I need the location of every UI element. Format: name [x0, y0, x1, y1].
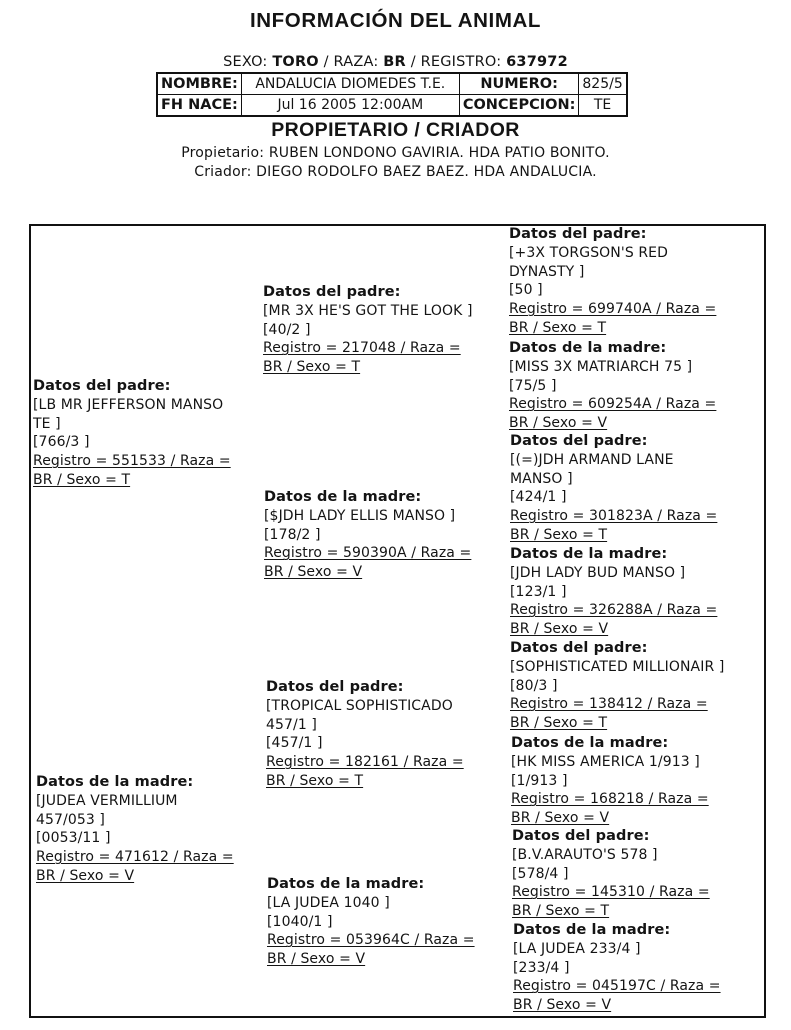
node-registro: Registro = 053964C / Raza =: [267, 932, 475, 949]
node-raza-sexo: BR / Sexo = V: [264, 564, 363, 581]
node-name-line: [MR 3X HE'S GOT THE LOOK ]: [263, 302, 473, 319]
pedigree-dam-sire: [266, 678, 464, 791]
node-heading: Datos del padre:: [512, 828, 650, 844]
node-number: [178/2 ]: [264, 526, 321, 543]
node-heading: Datos del padre:: [263, 284, 401, 300]
concepcion-value: TE: [579, 95, 627, 117]
node-registro: Registro = 045197C / Raza =: [513, 978, 721, 995]
node-number: [123/1 ]: [510, 583, 567, 600]
node-registro: Registro = 138412 / Raza =: [510, 696, 708, 713]
sexo-value: TORO: [272, 54, 319, 70]
node-raza-sexo: BR / Sexo = V: [36, 867, 135, 884]
concepcion-label: CONCEPCION:: [459, 95, 579, 117]
node-heading: Datos de la madre:: [511, 735, 669, 751]
node-number: [1040/1 ]: [267, 913, 333, 930]
nombre-value: ANDALUCIA DIOMEDES T.E.: [241, 73, 459, 95]
node-name-line: [$JDH LADY ELLIS MANSO ]: [264, 507, 456, 524]
node-heading: Datos de la madre:: [509, 340, 667, 356]
node-name-line: [LB MR JEFFERSON MANSO: [33, 396, 224, 413]
pedigree-sire-sire: [263, 283, 473, 377]
node-heading: Datos de la madre:: [264, 489, 422, 505]
node-number: [424/1 ]: [510, 489, 567, 506]
node-name-line: [LA JUDEA 1040 ]: [267, 894, 390, 911]
node-registro: Registro = 590390A / Raza =: [264, 545, 472, 562]
node-heading: Datos de la madre:: [510, 546, 668, 562]
node-name-line: [B.V.ARAUTO'S 578 ]: [512, 846, 658, 863]
node-registro: Registro = 168218 / Raza =: [511, 791, 709, 808]
node-name-line: DYNASTY ]: [509, 263, 585, 280]
pedigree-ss-sire: [509, 225, 716, 338]
sexo-label: SEXO:: [223, 54, 268, 70]
node-raza-sexo: BR / Sexo = V: [513, 997, 612, 1014]
id-table-row: [157, 73, 627, 95]
node-heading: Datos de la madre:: [267, 876, 425, 892]
node-raza-sexo: BR / Sexo = T: [33, 471, 131, 488]
node-number: [40/2 ]: [263, 321, 311, 338]
node-heading: Datos del padre:: [33, 378, 171, 394]
registro-label: / REGISTRO:: [410, 54, 502, 70]
criador-line: Criador: DIEGO RODOLFO BAEZ BAEZ. HDA ANDALUCIA.: [194, 164, 597, 180]
node-name-line: [+3X TORGSON'S RED: [509, 244, 669, 261]
fh-nace-label: FH NACE:: [157, 95, 241, 117]
node-raza-sexo: BR / Sexo = T: [510, 715, 608, 732]
nombre-label: NOMBRE:: [157, 73, 241, 95]
node-number: [50 ]: [509, 282, 543, 299]
sexo-raza-registro-line: [0, 54, 791, 70]
propietario-line: Propietario: RUBEN LONDONO GAVIRIA. HDA PATIO BONITO.: [181, 145, 610, 161]
node-raza-sexo: BR / Sexo = T: [512, 903, 610, 920]
node-number: [75/5 ]: [509, 377, 557, 394]
node-heading: Datos del padre:: [510, 640, 648, 656]
node-number: [1/913 ]: [511, 772, 568, 789]
node-name-line: [MISS 3X MATRIARCH 75 ]: [509, 358, 693, 375]
node-raza-sexo: BR / Sexo = T: [510, 526, 608, 543]
pedigree-sire: [33, 377, 231, 490]
id-table-row: [157, 95, 627, 117]
node-raza-sexo: BR / Sexo = T: [509, 319, 607, 336]
node-heading: Datos de la madre:: [513, 922, 671, 938]
pedigree-ss-dam: [509, 339, 716, 433]
node-registro: Registro = 217048 / Raza =: [263, 340, 461, 357]
node-heading: Datos del padre:: [510, 433, 648, 449]
node-number: [457/1 ]: [266, 735, 323, 752]
raza-value: BR: [383, 54, 406, 70]
pedigree-dd-sire: [512, 827, 710, 921]
fh-nace-value: Jul 16 2005 12:00AM: [241, 95, 459, 117]
registro-value: 637972: [506, 54, 568, 70]
node-name-line: [JUDEA VERMILLIUM: [36, 792, 178, 809]
node-number: [80/3 ]: [510, 677, 558, 694]
node-name-line: [HK MISS AMERICA 1/913 ]: [511, 753, 700, 770]
pedigree-dd-dam: [513, 921, 721, 1015]
pedigree-ds-dam: [511, 734, 709, 828]
node-name-line: TE ]: [33, 415, 61, 432]
raza-label: / RAZA:: [323, 54, 379, 70]
node-name-line: [LA JUDEA 233/4 ]: [513, 940, 641, 957]
pedigree-dam: [36, 773, 234, 886]
node-number: [0053/11 ]: [36, 830, 111, 847]
node-registro: Registro = 609254A / Raza =: [509, 396, 717, 413]
node-number: [578/4 ]: [512, 865, 569, 882]
owner-section-title: PROPIETARIO / CRIADOR: [271, 119, 520, 141]
node-registro: Registro = 699740A / Raza =: [509, 301, 717, 318]
node-name-line: 457/053 ]: [36, 811, 105, 828]
node-name-line: [TROPICAL SOPHISTICADO: [266, 697, 453, 714]
node-name-line: MANSO ]: [510, 470, 573, 487]
node-raza-sexo: BR / Sexo = V: [509, 415, 608, 432]
node-raza-sexo: BR / Sexo = V: [511, 810, 610, 827]
node-heading: Datos del padre:: [509, 226, 647, 242]
pedigree-sd-sire: [510, 432, 717, 545]
node-registro: Registro = 301823A / Raza =: [510, 508, 718, 525]
node-heading: Datos de la madre:: [36, 774, 194, 790]
node-number: [233/4 ]: [513, 959, 570, 976]
numero-value: 825/5: [579, 73, 627, 95]
node-raza-sexo: BR / Sexo = T: [266, 772, 364, 789]
pedigree-ds-sire: [510, 639, 724, 733]
pedigree-sd-dam: [510, 545, 717, 639]
node-name-line: 457/1 ]: [266, 716, 317, 733]
page-title: INFORMACIÓN DEL ANIMAL: [249, 9, 542, 32]
animal-id-table: [156, 72, 628, 117]
node-raza-sexo: BR / Sexo = V: [510, 621, 609, 638]
node-number: [766/3 ]: [33, 434, 90, 451]
node-registro: Registro = 471612 / Raza =: [36, 849, 234, 866]
node-registro: Registro = 551533 / Raza =: [33, 453, 231, 470]
node-name-line: [JDH LADY BUD MANSO ]: [510, 564, 686, 581]
node-registro: Registro = 145310 / Raza =: [512, 884, 710, 901]
node-name-line: [(=)JDH ARMAND LANE: [510, 451, 674, 468]
node-registro: Registro = 326288A / Raza =: [510, 602, 718, 619]
pedigree-dam-dam: [267, 875, 475, 969]
pedigree-sire-dam: [264, 488, 471, 582]
node-raza-sexo: BR / Sexo = T: [263, 359, 361, 376]
node-raza-sexo: BR / Sexo = V: [267, 951, 366, 968]
node-registro: Registro = 182161 / Raza =: [266, 754, 464, 771]
numero-label: NUMERO:: [459, 73, 579, 95]
node-heading: Datos del padre:: [266, 679, 404, 695]
node-name-line: [SOPHISTICATED MILLIONAIR ]: [510, 658, 725, 675]
